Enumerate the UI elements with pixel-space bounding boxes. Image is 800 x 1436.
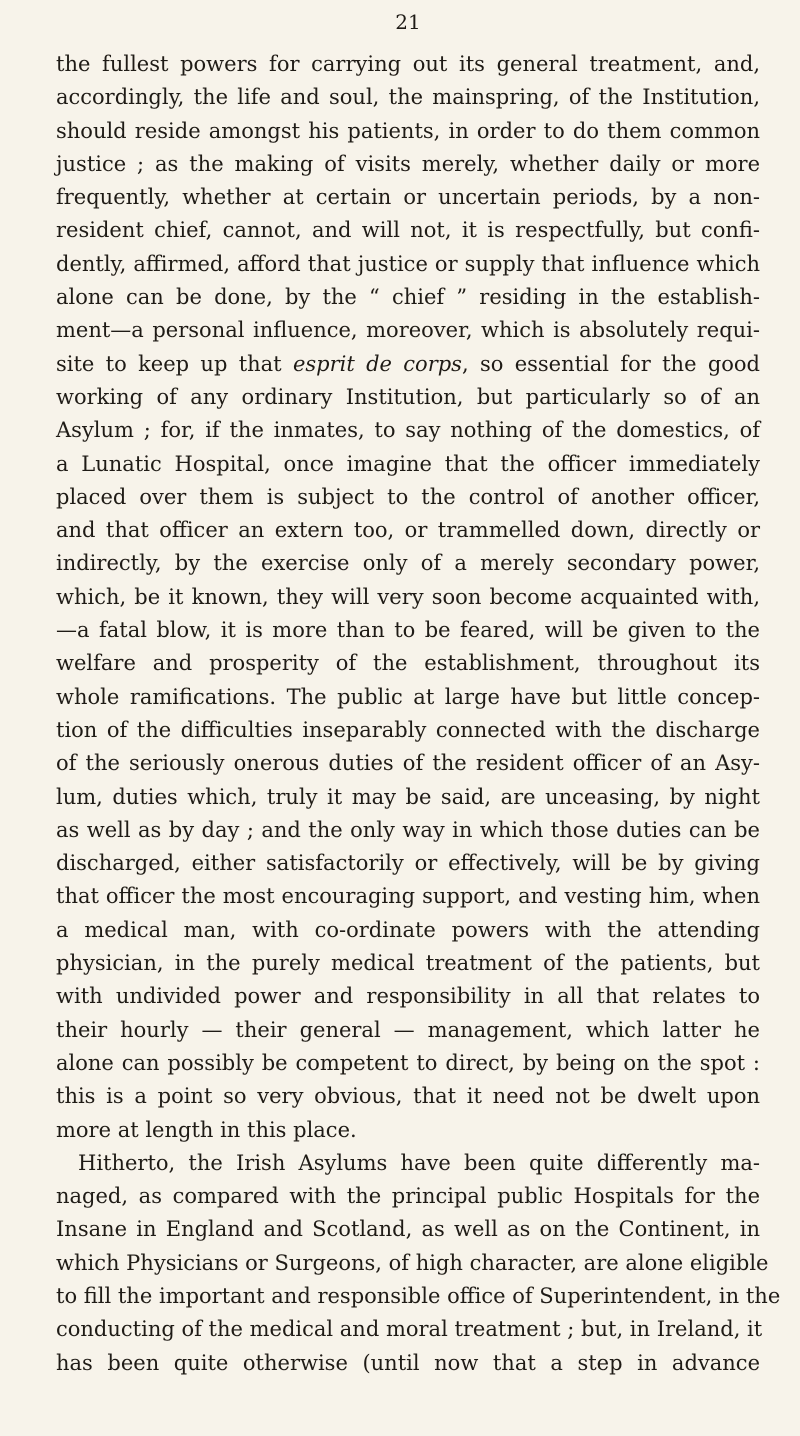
- text-line: more at length in this place.: [56, 1117, 357, 1142]
- text-line: and that officer an extern too, or trammelled down, directly or: [56, 518, 760, 543]
- text-line: this is a point so very obvious, that it need not be dwelt upon: [56, 1084, 760, 1109]
- text-line: justice ; as the making of visits merely, whether daily or more: [56, 151, 760, 176]
- text-line: alone can be done, by the “ chief ” residing in the establish-: [56, 285, 760, 310]
- text-line: Insane in England and Scotland, as well as on the Continent, in: [56, 1217, 760, 1242]
- text-line: Asylum ; for, if the inmates, to say nothing of the domestics, of: [56, 418, 760, 443]
- text-line: working of any ordinary Institution, but particularly so of an: [56, 384, 760, 409]
- text-line-esprit-de-corps: site to keep up that esprit de corps, so essential for the good: [56, 351, 760, 376]
- text-line: whole ramifications. The public at large have but little concep-: [56, 684, 760, 709]
- text-line: ment—a personal influence, moreover, which is absolutely requi-: [56, 318, 760, 343]
- text-line: of the seriously onerous duties of the resident officer of an Asy-: [56, 751, 760, 776]
- text-line: —a fatal blow, it is more than to be feared, will be given to the: [56, 618, 760, 643]
- text-line: a Lunatic Hospital, once imagine that the officer immediately: [56, 451, 760, 476]
- text-line: a medical man, with co-ordinate powers with the attending: [56, 917, 760, 942]
- text-line: indirectly, by the exercise only of a merely secondary power,: [56, 551, 760, 576]
- paragraph-1: [56, 48, 760, 1147]
- text-line: welfare and prosperity of the establishment, throughout its: [56, 651, 760, 676]
- text-line: lum, duties which, truly it may be said, are unceasing, by night: [56, 784, 760, 809]
- text-line: alone can possibly be competent to direct, by being on the spot :: [56, 1050, 760, 1075]
- text-line: which, be it known, they will very soon become acquainted with,: [56, 584, 760, 609]
- text-line: placed over them is subject to the control of another officer,: [56, 484, 760, 509]
- page-number: 21: [395, 10, 421, 34]
- text-line: has been quite otherwise (until now that a step in advance: [56, 1350, 760, 1375]
- text-line: with undivided power and responsibility in all that relates to: [56, 984, 760, 1009]
- text-line: naged, as compared with the principal public Hospitals for the: [56, 1184, 760, 1209]
- text-line: the fullest powers for carrying out its general treatment, and,: [56, 52, 760, 76]
- text-line: tion of the difficulties inseparably connected with the discharge: [56, 717, 760, 742]
- text-line: frequently, whether at certain or uncertain periods, by a non-: [56, 185, 760, 210]
- text-line: which Physicians or Surgeons, of high character, are alone eligible: [56, 1250, 769, 1275]
- text-line: accordingly, the life and soul, the mainspring, of the Institution,: [56, 85, 760, 110]
- text-line: to fill the important and responsible office of Superintendent, in the: [56, 1283, 781, 1308]
- text-line: conducting of the medical and moral treatment ; but, in Ireland, it: [56, 1317, 763, 1342]
- text-line: discharged, either satisfactorily or effectively, will be by giving: [56, 851, 760, 876]
- text-line: physician, in the purely medical treatment of the patients, but: [56, 951, 760, 976]
- text-line: dently, affirmed, afford that justice or supply that influence which: [56, 251, 760, 276]
- text-line: should reside amongst his patients, in order to do them common: [56, 118, 760, 143]
- text-line: their hourly — their general — management, which latter he: [56, 1017, 760, 1042]
- paragraph-2: [56, 1147, 781, 1380]
- text-line: as well as by day ; and the only way in which those duties can be: [56, 817, 760, 842]
- text-line: Hitherto, the Irish Asylums have been quite differently ma-: [78, 1150, 760, 1175]
- text-line: resident chief, cannot, and will not, it is respectfully, but confi-: [56, 218, 760, 243]
- text-line: that officer the most encouraging support, and vesting him, when: [56, 884, 760, 909]
